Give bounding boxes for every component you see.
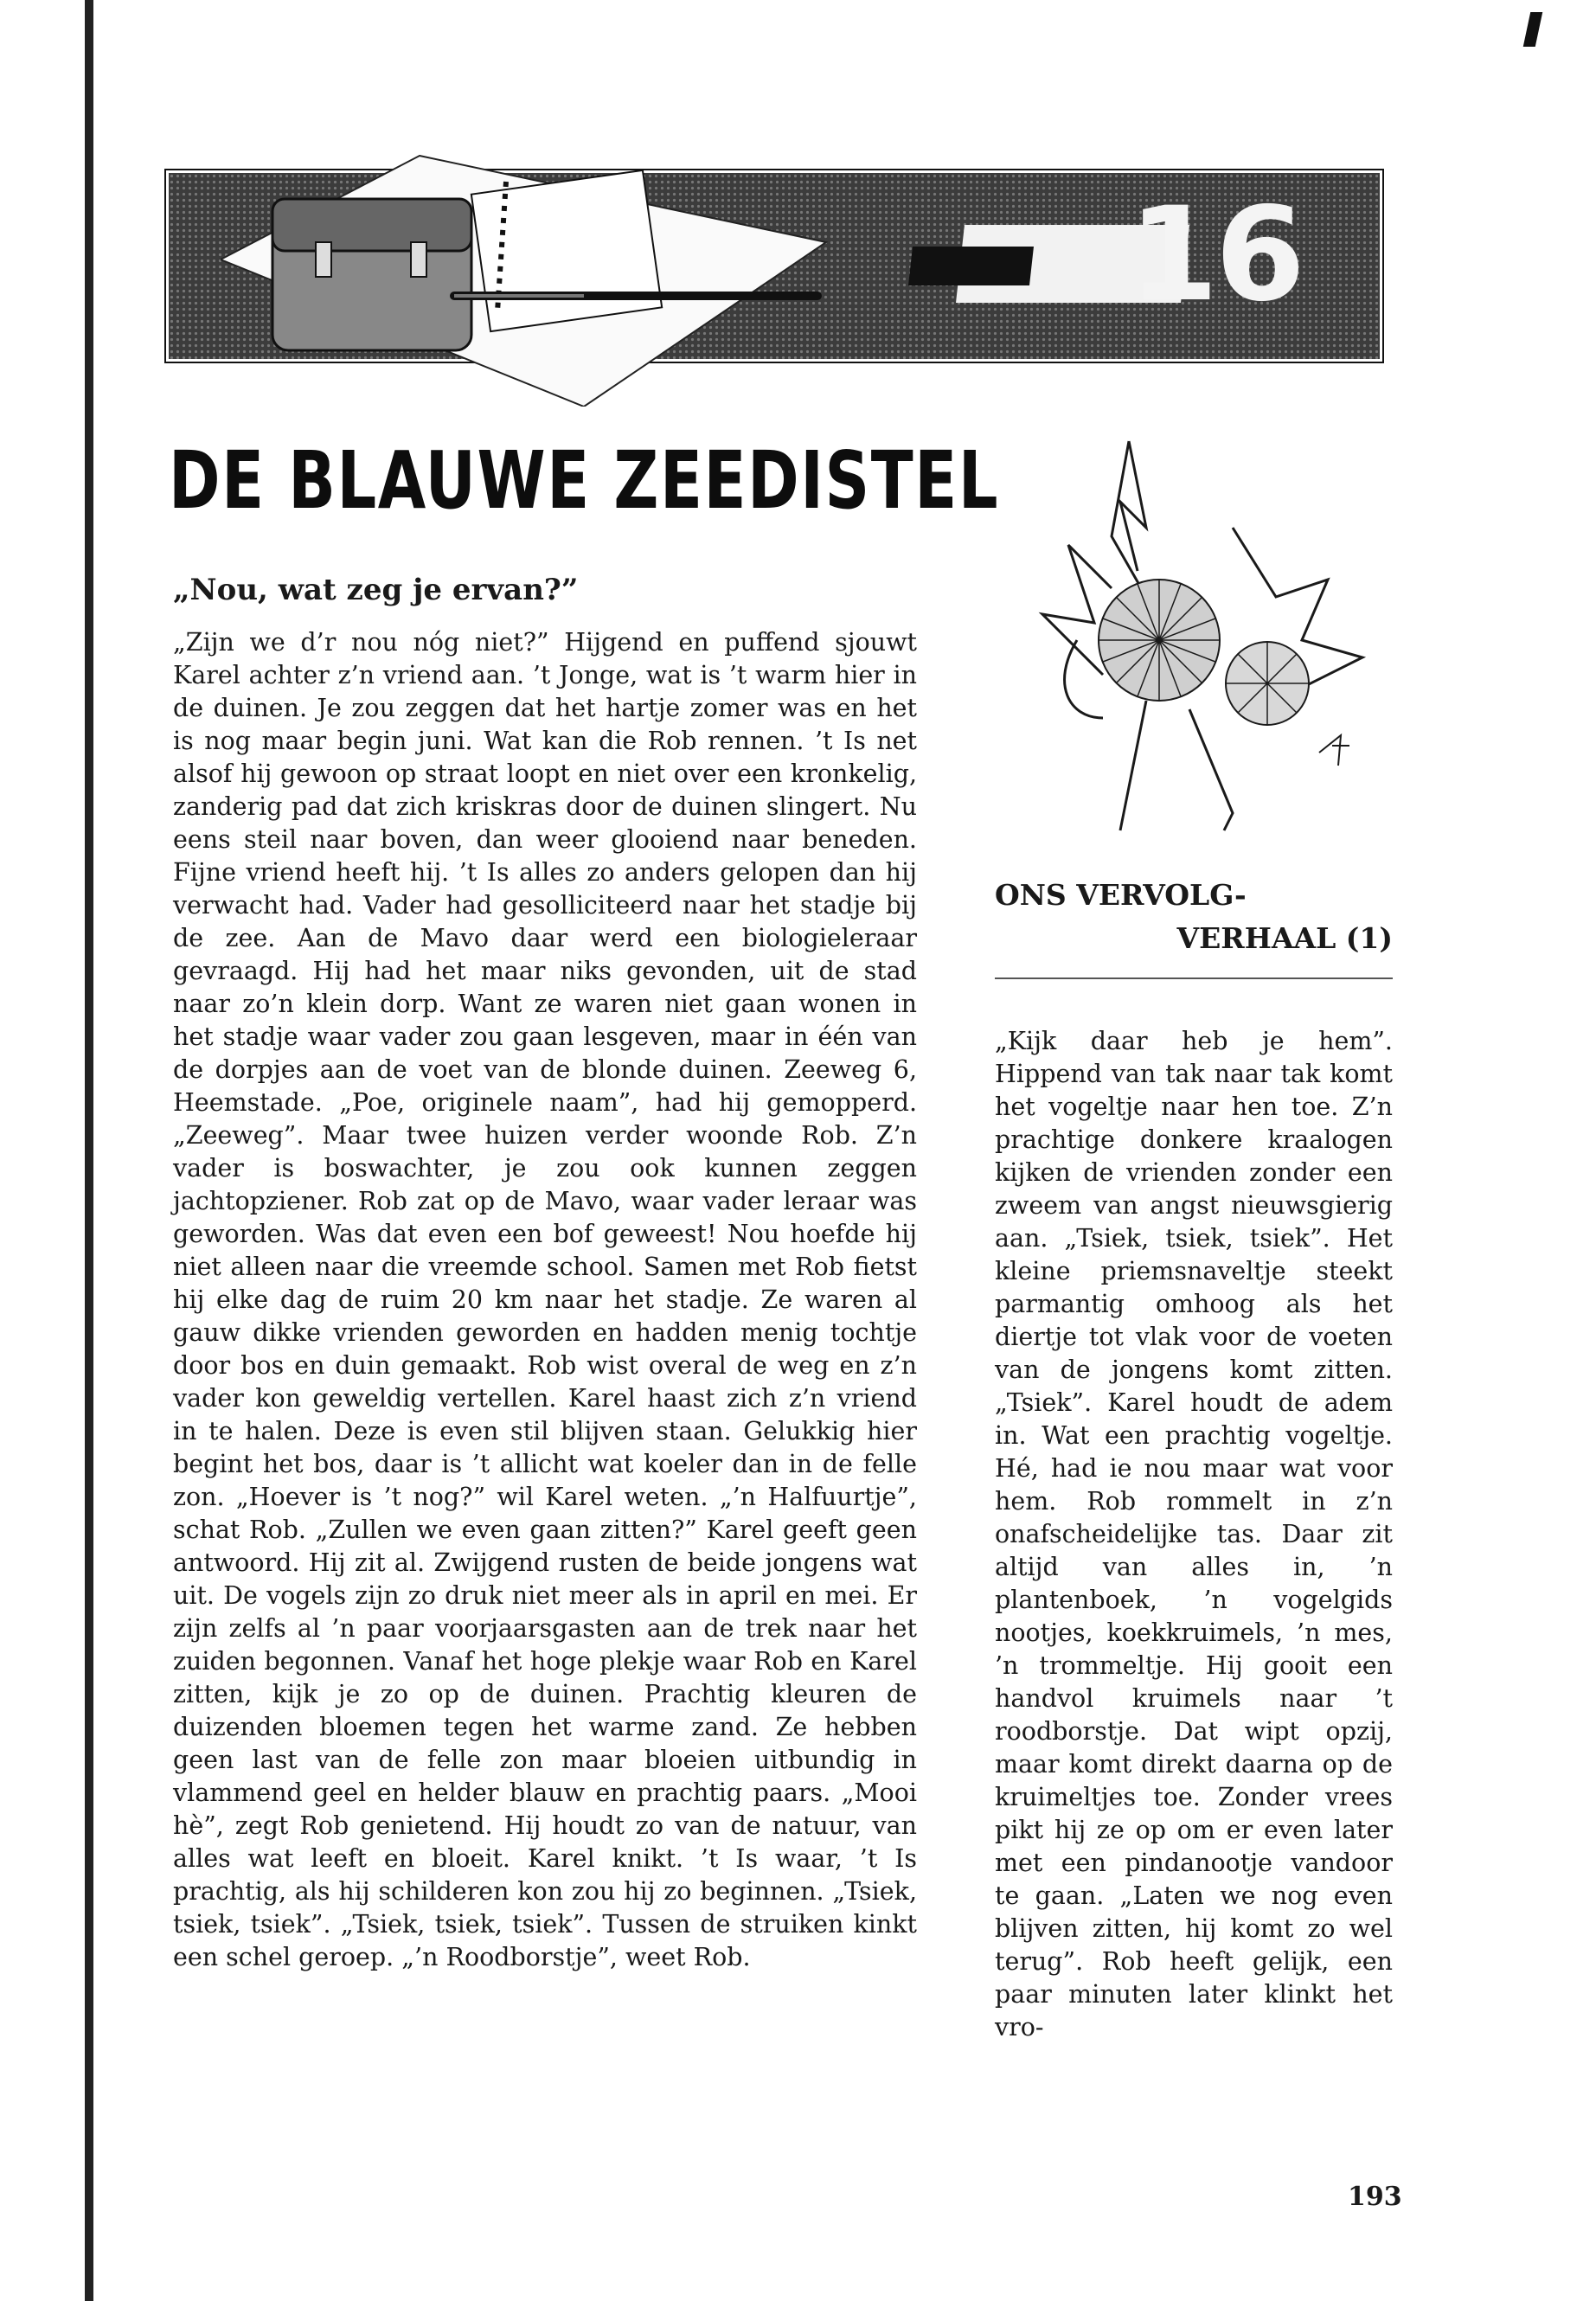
story-title: DE BLAUWE ZEEDISTEL [169,434,1000,527]
side-text-column [995,1025,1393,2044]
main-paragraph: „Zijn we d’r nou nóg niet?” Hijgend en puffend sjouwt Karel achter z’n vriend aan. ’t Jonge, wat is ’t warm hier in de duinen. Je zou zeggen dat het hartje zomer was en het is nog maar begin juni. Wat kan die Rob rennen. ’t Is net alsof hij gewoon op straat loopt en niet over een kronkelig, zanderig pad dat zich kriskras door de duinen slingert. Nu eens steil naar boven, dan weer glooiend naar beneden. Fijne vriend heeft hij. ’t Is alles zo anders gelopen dan hij verwacht had. Vader had gesolliciteerd naar het stadje bij de zee. Aan de Mavo daar werd een biologieleraar gevraagd. Hij had het maar niks gevonden, uit de stad naar zo’n klein dorp. Want ze waren niet gaan wonen in het stadje waar vader zou gaan lesgeven, maar in één van de dorpjes aan de voet van de blonde duinen. Zeeweg 6, Heemstade. „Poe, originele naam”, had hij gemopperd. „Zeeweg”. Maar twee huizen verder woonde Rob. Z’n vader is boswachter, je zou ook kunnen zeggen jachtopziener. Rob zat op de Mavo, waar vader leraar was geworden. Was dat even een bof geweest! Nou hoefde hij niet alleen naar die vreemde school. Samen met Rob fietst hij elke dag de ruim 20 km naar het stadje. Ze waren al gauw dikke vrienden geworden en hadden menig tochtje door bos en duin gemaakt. Rob wist overal de weg en z’n vader kon geweldig vertellen. Karel haast zich z’n vriend in te halen. Deze is even stil blijven staan. Gelukkig hier begint het bos, daar is ’t allicht wat koeler dan in de felle zon. „Hoever is ’t nog?” wil Karel weten. „’n Halfuurtje”, schat Rob. „Zullen we even gaan zitten?” Karel geeft geen antwoord. Hij zit al. Zwijgend rusten de beide jongens wat uit. De vogels zijn zo druk niet meer als in april en mei. Er zijn zelfs al ’n paar voorjaarsgasten aan de trek naar het zuiden begonnen. Vanaf het hoge plekje waar Rob en Karel zitten, kijk je zo op de duinen. Prachtig kleuren de duizenden bloemen tegen het warme zand. Ze hebben geen last van de felle zon maar bloeien uitbundig in vlammend geel en helder blauw en prachtig paars. „Mooi hè”, zegt Rob genietend. Hij houdt zo van de natuur, van alles wat leeft en bloeit. Karel knikt. ’t Is waar, ’t Is prachtig, als hij schilderen kon zou hij zo beginnen. „Tsiek, tsiek, tsiek”. „Tsiek, tsiek, tsiek”. Tussen de struiken kinkt een schel geroep. „’n Roodborstje”, weet Rob. [173,628,917,1971]
school-supplies-illustration [221,147,843,407]
side-paragraph: „Kijk daar heb je hem”. Hippend van tak naar tak komt het vogeltje naar hen toe. Z’n prachtige donkere kraalogen kijken de vrienden zonder een zweem van angst nieuwsgierig aan. „Tsiek, tsiek, tsiek”. Het kleine priemsnaveltje steekt parmantig omhoog als het diertje tot vlak voor de voeten van de jongens komt zitten. „Tsiek”. Karel houdt de adem in. Wat een prachtig vogeltje. Hé, had ie nou maar wat voor hem. Rob rommelt in z’n onafscheidelijke tas. Daar zit altijd van alles in, ’n plantenboek, ’n vogelgids nootjes, koekkruimels, ’n mes, ’n trommeltje. Hij gooit een handvol kruimels naar ’t roodborstje. Dat wipt opzij, maar komt direkt daarna op de kruimeltjes toe. Zonder vrees pikt hij ze op om er even later met een pindanootje vandoor te gaan. „Laten we nog even blijven zitten, hij komt zo wel terug”. Rob heeft gelijk, een paar minuten later klinkt het vro- [995,1027,1393,2041]
section-heading-line-1: ONS VERVOLG- [995,878,1247,912]
scan-corner-mark [1523,12,1543,47]
sea-holly-illustration [1016,424,1380,856]
page-number: 193 [1348,2182,1402,2212]
chapter-number: 16 [1128,180,1302,330]
section-divider [995,977,1393,979]
main-text-column [173,626,917,1974]
scan-edge-line [85,0,93,2301]
section-heading [995,874,1393,960]
section-heading-line-2: VERHAAL (1) [1176,921,1393,955]
lead-quote: „Nou, wat zeg je ervan?” [173,573,579,607]
